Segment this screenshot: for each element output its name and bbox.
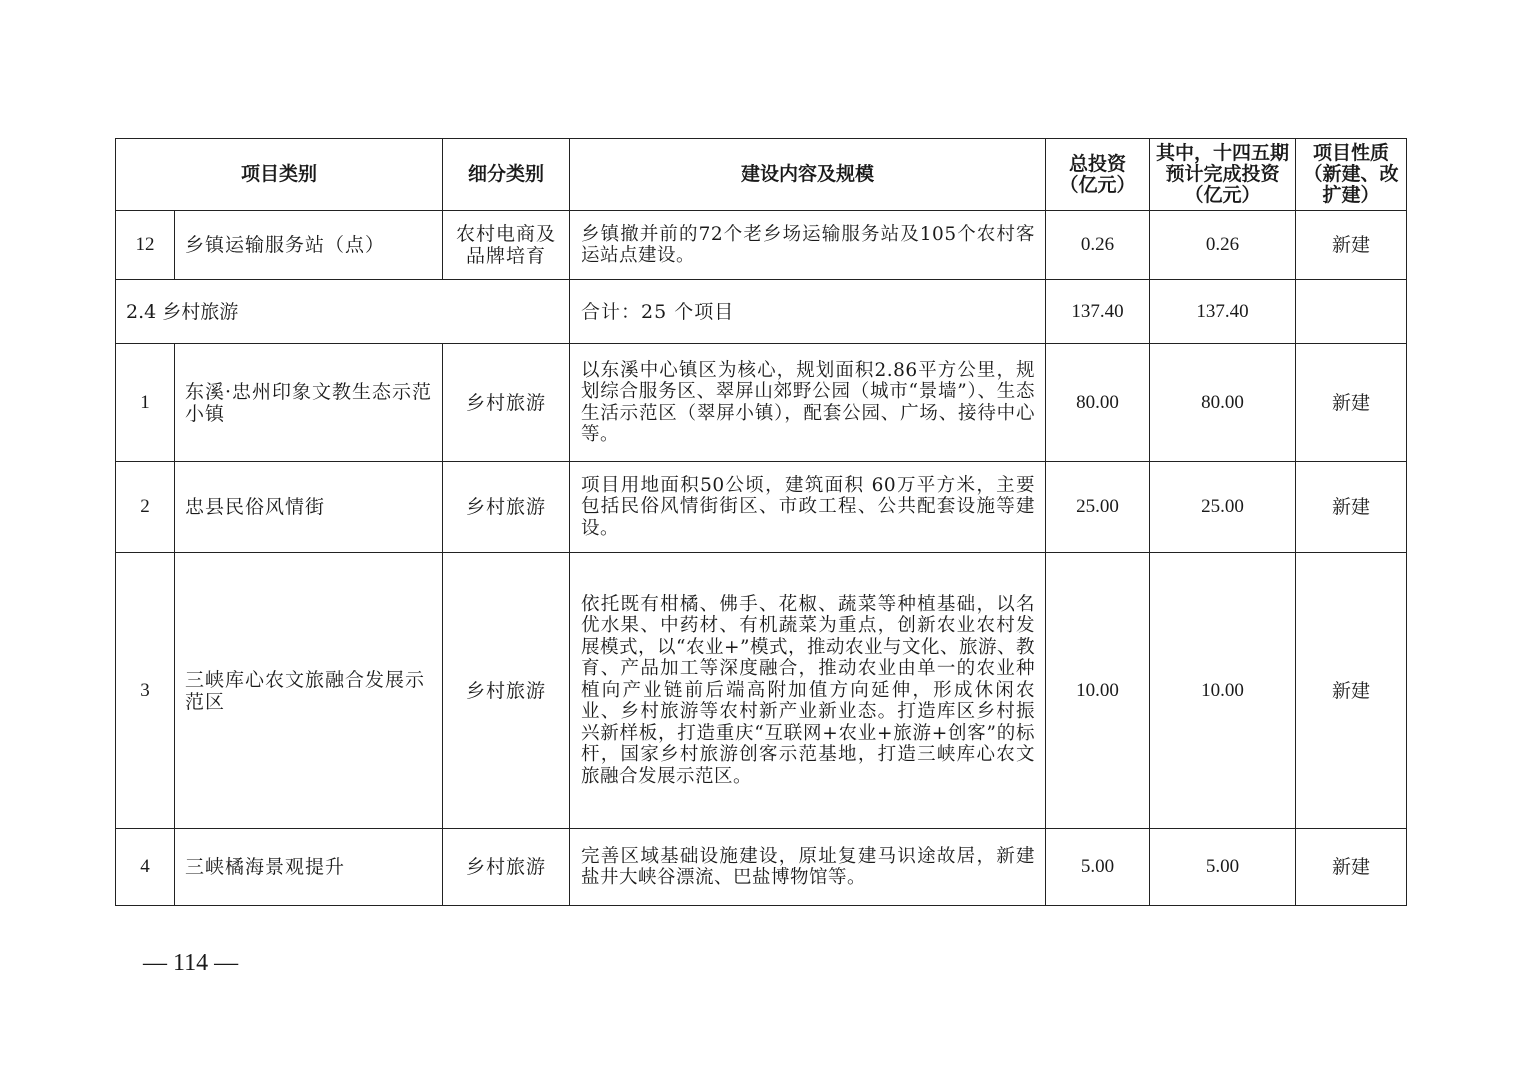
row-number: 1 [116, 344, 175, 462]
project-table [115, 138, 1407, 906]
section-total-investment: 137.40 [1046, 280, 1150, 344]
project-nature: 新建 [1296, 211, 1407, 280]
row-number: 12 [116, 211, 175, 280]
project-subcategory [443, 211, 570, 280]
project-subcategory-text: 农村电商及品牌培育 [456, 223, 557, 267]
project-plan-investment: 25.00 [1150, 462, 1296, 553]
project-subcategory: 乡村旅游 [443, 344, 570, 462]
header-nature-text: 项目性质（新建、改扩建） [1303, 142, 1399, 206]
row-number: 3 [116, 553, 175, 829]
header-content: 建设内容及规模 [570, 139, 1046, 211]
project-nature: 新建 [1296, 553, 1407, 829]
header-plan-investment [1150, 139, 1296, 211]
table-row [116, 829, 1407, 906]
project-name: 忠县民俗风情街 [175, 462, 443, 553]
section-plan-investment: 137.40 [1150, 280, 1296, 344]
project-content: 依托既有柑橘、佛手、花椒、蔬菜等种植基础，以名优水果、中药材、有机蔬菜为重点，创新农业农村发展模式，以“农业+”模式，推动农业与文化、旅游、教育、产品加工等深度融合，推动农业由单一的农业种植向产业链前后端高附加值方向延伸，形成休闲农业、乡村旅游等农村新产业新业态。打造库区乡村振兴新样板，打造重庆“互联网+农业+旅游+创客”的标杆，国家乡村旅游创客示范基地，打造三峡库心农文旅融合发展示范区。 [570, 553, 1046, 829]
project-total-investment: 5.00 [1046, 829, 1150, 906]
section-row [116, 280, 1407, 344]
project-subcategory: 乡村旅游 [443, 829, 570, 906]
project-plan-investment: 0.26 [1150, 211, 1296, 280]
row-number: 4 [116, 829, 175, 906]
project-plan-investment: 10.00 [1150, 553, 1296, 829]
project-content: 完善区域基础设施建设，原址复建马识途故居，新建盐井大峡谷漂流、巴盐博物馆等。 [570, 829, 1046, 906]
header-row [116, 139, 1407, 211]
project-name: 三峡库心农文旅融合发展示范区 [175, 553, 443, 829]
table-row [116, 344, 1407, 462]
header-total-investment-text: 总投资（亿元） [1059, 152, 1136, 196]
project-subcategory: 乡村旅游 [443, 462, 570, 553]
project-nature: 新建 [1296, 829, 1407, 906]
project-plan-investment: 80.00 [1150, 344, 1296, 462]
project-total-investment: 25.00 [1046, 462, 1150, 553]
project-plan-investment: 5.00 [1150, 829, 1296, 906]
section-title: 2.4 乡村旅游 [116, 280, 570, 344]
project-name: 东溪·忠州印象文教生态示范小镇 [175, 344, 443, 462]
project-nature: 新建 [1296, 462, 1407, 553]
project-name: 三峡橘海景观提升 [175, 829, 443, 906]
project-total-investment: 10.00 [1046, 553, 1150, 829]
header-nature [1296, 139, 1407, 211]
project-content: 乡镇撤并前的72个老乡场运输服务站及105个农村客运站点建设。 [570, 211, 1046, 280]
header-total-investment [1046, 139, 1150, 211]
section-nature [1296, 280, 1407, 344]
table-row [116, 553, 1407, 829]
header-plan-investment-text: 其中，十四五期预计完成投资（亿元） [1156, 142, 1290, 206]
project-total-investment: 80.00 [1046, 344, 1150, 462]
page-number: — 114 — [143, 950, 239, 976]
table-row [116, 211, 1407, 280]
project-name: 乡镇运输服务站（点） [175, 211, 443, 280]
header-subcategory: 细分类别 [443, 139, 570, 211]
section-summary: 合计：25 个项目 [570, 280, 1046, 344]
project-nature: 新建 [1296, 344, 1407, 462]
table-row [116, 462, 1407, 553]
project-content: 项目用地面积50公顷，建筑面积 60万平方米，主要包括民俗风情街街区、市政工程、公共配套设施等建设。 [570, 462, 1046, 553]
project-total-investment: 0.26 [1046, 211, 1150, 280]
project-subcategory: 乡村旅游 [443, 553, 570, 829]
project-content: 以东溪中心镇区为核心，规划面积2.86平方公里，规划综合服务区、翠屏山郊野公园（城市“景墙”）、生态生活示范区（翠屏小镇），配套公园、广场、接待中心等。 [570, 344, 1046, 462]
header-category: 项目类别 [116, 139, 443, 211]
row-number: 2 [116, 462, 175, 553]
